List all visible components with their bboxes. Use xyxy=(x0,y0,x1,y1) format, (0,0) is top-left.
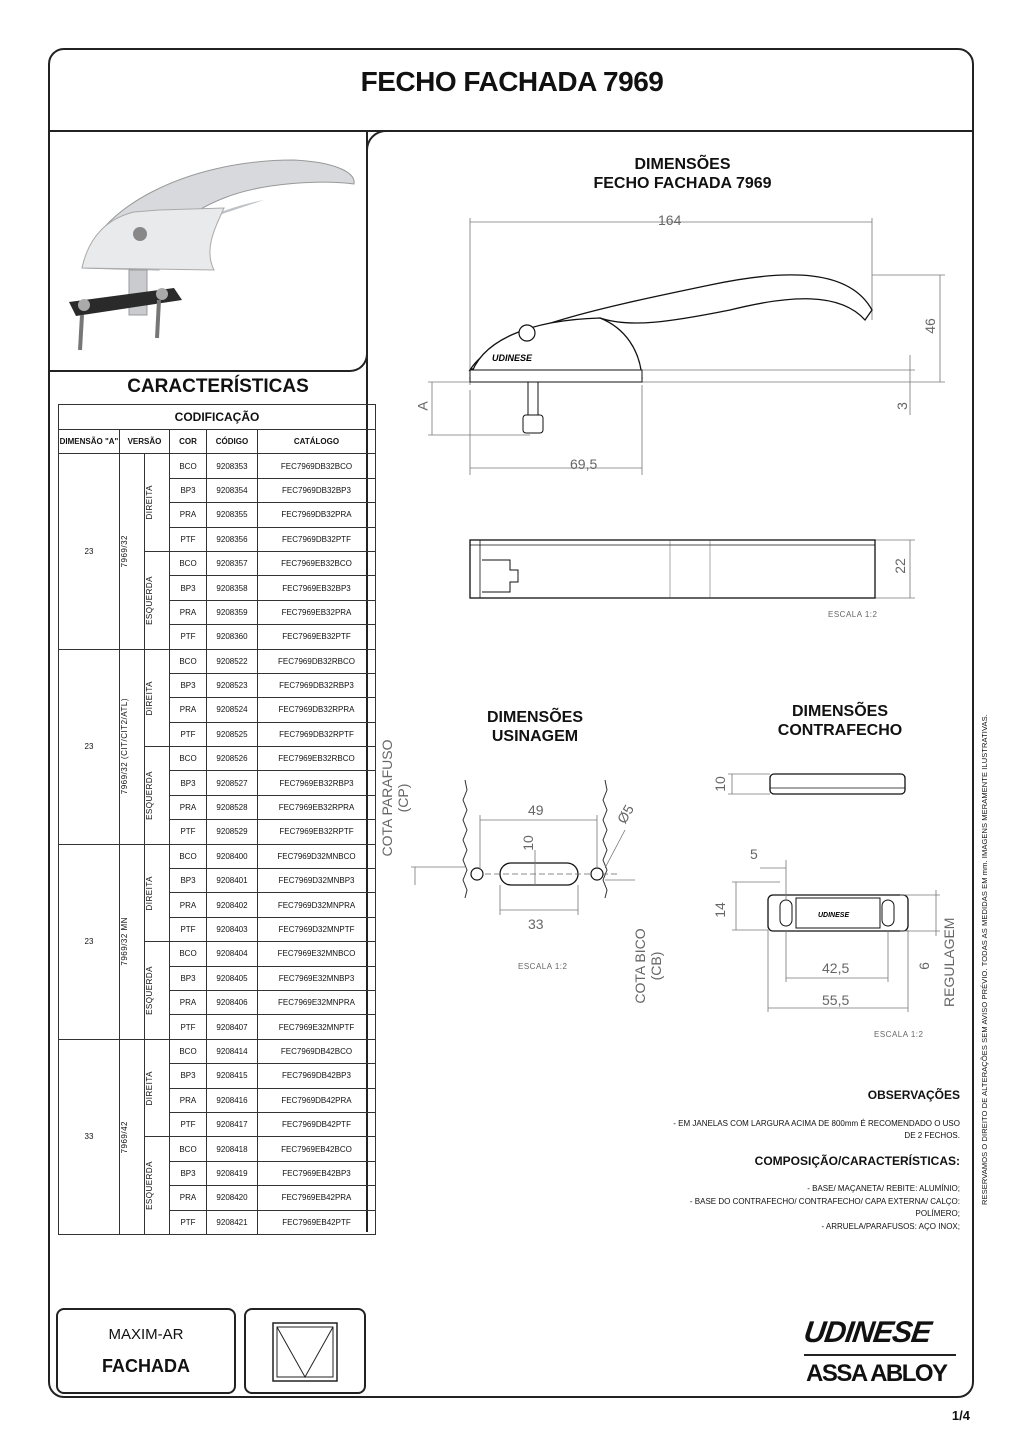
cell-cor: PRA xyxy=(170,795,207,819)
col-cor: COR xyxy=(170,430,207,454)
page-number: 1/4 xyxy=(951,1408,970,1423)
specification-table xyxy=(58,404,376,1235)
cell-cor: PTF xyxy=(170,527,207,551)
cell-cor: PRA xyxy=(170,893,207,917)
cell-catalogo: FEC7969D32MNPRA xyxy=(258,893,376,917)
cell-dimensao: 33 xyxy=(59,1039,120,1234)
dim-69-5: 69,5 xyxy=(570,456,598,472)
assa-abloy-logo: ASSA ABLOY xyxy=(806,1360,947,1387)
cell-catalogo: FEC7969EB32PRA xyxy=(258,600,376,624)
cell-catalogo: FEC7969EB32PTF xyxy=(258,625,376,649)
cell-codigo: 9208419 xyxy=(207,1161,258,1185)
cell-catalogo: FEC7969E32MNPTF xyxy=(258,1015,376,1039)
cell-cor: BP3 xyxy=(170,1161,207,1185)
cell-lado-text: ESQUERDA xyxy=(145,966,154,1015)
cell-cor: PTF xyxy=(170,1015,207,1039)
cell-codigo: 9208357 xyxy=(207,551,258,575)
scale-label-fecho: ESCALA 1:2 xyxy=(828,610,878,619)
cell-cor: BP3 xyxy=(170,673,207,697)
cell-catalogo: FEC7969E32MNBCO xyxy=(258,942,376,966)
cell-catalogo: FEC7969DB32BP3 xyxy=(258,478,376,502)
cell-codigo: 9208404 xyxy=(207,942,258,966)
window-icon xyxy=(272,1322,338,1382)
cell-lado xyxy=(145,649,170,747)
cell-catalogo: FEC7969DB42PTF xyxy=(258,1112,376,1136)
cell-cor: BCO xyxy=(170,454,207,478)
section-title-contrafecho: DIMENSÕES CONTRAFECHO xyxy=(777,703,903,739)
cell-lado-text: DIREITA xyxy=(145,485,154,520)
strike-label-regulagem: REGULAGEM xyxy=(941,917,957,1007)
cell-catalogo: FEC7969EB32BP3 xyxy=(258,576,376,600)
cell-cor: BP3 xyxy=(170,576,207,600)
cell-cor: BCO xyxy=(170,1039,207,1063)
cell-codigo: 9208416 xyxy=(207,1088,258,1112)
cell-lado-text: DIREITA xyxy=(145,1070,154,1106)
cell-codigo: 9208354 xyxy=(207,478,258,502)
cell-catalogo: FEC7969DB42BP3 xyxy=(258,1064,376,1088)
cell-cor: PRA xyxy=(170,503,207,527)
cell-versao-text: 7969/42 xyxy=(120,1120,129,1154)
strike-dim-14: 14 xyxy=(711,902,728,918)
cell-catalogo: FEC7969DB32RBP3 xyxy=(258,673,376,697)
cell-cor: PTF xyxy=(170,1112,207,1136)
strike-dim-55-5: 55,5 xyxy=(822,992,850,1008)
cell-codigo: 9208527 xyxy=(207,771,258,795)
cell-catalogo: FEC7969DB32PTF xyxy=(258,527,376,551)
cell-cor: BCO xyxy=(170,551,207,575)
cell-cor: PRA xyxy=(170,990,207,1014)
cell-catalogo: FEC7969DB32BCO xyxy=(258,454,376,478)
strike-dim-5: 5 xyxy=(750,846,758,862)
dim-46: 46 xyxy=(921,318,938,334)
cell-cor: BCO xyxy=(170,747,207,771)
cell-cor: PRA xyxy=(170,1088,207,1112)
cell-codigo: 9208414 xyxy=(207,1039,258,1063)
cell-codigo: 9208528 xyxy=(207,795,258,819)
cell-cor: BP3 xyxy=(170,478,207,502)
cell-cor: PRA xyxy=(170,600,207,624)
udinese-logo: UDINESE xyxy=(801,1316,933,1349)
dim-a: A xyxy=(414,401,431,411)
cell-catalogo: FEC7969E32MNBP3 xyxy=(258,966,376,990)
cell-versao-text: 7969/32 (CIT/CIT2/ATL) xyxy=(120,698,129,795)
cell-codigo: 9208415 xyxy=(207,1064,258,1088)
composicao-title: COMPOSIÇÃO/CARACTERÍSTICAS: xyxy=(754,1154,960,1168)
cell-lado xyxy=(145,747,170,845)
cell-codigo: 9208401 xyxy=(207,869,258,893)
cell-catalogo: FEC7969D32MNPTF xyxy=(258,917,376,941)
scale-label-usinagem: ESCALA 1:2 xyxy=(518,962,568,971)
cell-catalogo: FEC7969D32MNBCO xyxy=(258,844,376,868)
cell-codigo: 9208522 xyxy=(207,649,258,673)
col-codigo: CÓDIGO xyxy=(207,430,258,454)
cell-cor: BP3 xyxy=(170,869,207,893)
dim-10: 10 xyxy=(519,835,536,851)
cell-versao xyxy=(120,1039,145,1234)
cell-catalogo: FEC7969DB32RBCO xyxy=(258,649,376,673)
cell-lado xyxy=(145,844,170,942)
strike-dim-42-5: 42,5 xyxy=(822,960,850,976)
col-versao: VERSÃO xyxy=(120,430,170,454)
cell-codigo: 9208529 xyxy=(207,820,258,844)
cell-cor: BCO xyxy=(170,844,207,868)
cell-codigo: 9208524 xyxy=(207,698,258,722)
cell-cor: PTF xyxy=(170,820,207,844)
legal-side-note: RESERVAMOS O DIREITO DE ALTERAÇÕES SEM AVISO PRÉVIO. TODAS AS MEDIDAS EM mm. IMAGENS MERAMENTE ILUSTRATIVAS. xyxy=(980,714,989,1205)
cell-codigo: 9208418 xyxy=(207,1137,258,1161)
cell-catalogo: FEC7969EB42PTF xyxy=(258,1210,376,1234)
cell-catalogo: FEC7969DB32RPRA xyxy=(258,698,376,722)
cell-codigo: 9208359 xyxy=(207,600,258,624)
dim-49: 49 xyxy=(528,802,544,818)
cell-codigo: 9208526 xyxy=(207,747,258,771)
cell-catalogo: FEC7969EB42BCO xyxy=(258,1137,376,1161)
cell-lado xyxy=(145,1039,170,1137)
cell-catalogo: FEC7969DB32PRA xyxy=(258,503,376,527)
cell-cor: BCO xyxy=(170,1137,207,1161)
col-dimensao: DIMENSÃO "A" xyxy=(59,430,120,454)
table-header-codificacao: CODIFICAÇÃO xyxy=(59,405,376,430)
strike-brand-mark: UDINESE xyxy=(818,912,850,919)
cell-codigo: 9208355 xyxy=(207,503,258,527)
cell-codigo: 9208420 xyxy=(207,1186,258,1210)
cell-cor: BP3 xyxy=(170,771,207,795)
cell-cor: BP3 xyxy=(170,966,207,990)
cell-cor: BCO xyxy=(170,649,207,673)
cell-catalogo: FEC7969EB32RBP3 xyxy=(258,771,376,795)
cell-lado xyxy=(145,1137,170,1235)
cell-codigo: 9208417 xyxy=(207,1112,258,1136)
cell-codigo: 9208358 xyxy=(207,576,258,600)
handle-drawing xyxy=(410,210,970,630)
cell-cor: PTF xyxy=(170,625,207,649)
cell-lado xyxy=(145,942,170,1040)
cell-lado-text: ESQUERDA xyxy=(145,575,154,625)
cell-catalogo: FEC7969EB32RPRA xyxy=(258,795,376,819)
cell-dimensao: 23 xyxy=(59,649,120,844)
product-type-label: FACHADA xyxy=(102,1356,190,1376)
cell-codigo: 9208403 xyxy=(207,917,258,941)
cell-catalogo: FEC7969DB42BCO xyxy=(258,1039,376,1063)
col-catalogo: CATÁLOGO xyxy=(258,430,376,454)
cell-catalogo: FEC7969EB42BP3 xyxy=(258,1161,376,1185)
composicao-text: - BASE/ MAÇANETA/ REBITE: ALUMÍNIO; - BASE DO CONTRAFECHO/ CONTRAFECHO/ CAPA EXTERNA/ CALÇO: POLÍMERO; - ARRUELA/PARAFUSOS: AÇO INOX; xyxy=(689,1184,960,1231)
product-illustration xyxy=(64,150,364,360)
cell-codigo: 9208360 xyxy=(207,625,258,649)
dim-164: 164 xyxy=(658,212,682,228)
cell-catalogo: FEC7969DB32RPTF xyxy=(258,722,376,746)
cell-catalogo: FEC7969EB32RBCO xyxy=(258,747,376,771)
dim-33: 33 xyxy=(528,916,544,932)
observacoes-text: - EM JANELAS COM LARGURA ACIMA DE 800mm É RECOMENDADO O USO DE 2 FECHOS. xyxy=(673,1119,960,1140)
cell-catalogo: FEC7969EB32RPTF xyxy=(258,820,376,844)
table-row xyxy=(59,844,376,868)
cell-catalogo: FEC7969E32MNPRA xyxy=(258,990,376,1014)
strike-dim-10: 10 xyxy=(711,776,728,792)
cell-versao-text: 7969/32 xyxy=(120,535,129,568)
cell-versao xyxy=(120,649,145,844)
cell-catalogo: FEC7969EB42PRA xyxy=(258,1186,376,1210)
label-cota-parafuso: COTA PARAFUSO (CP) xyxy=(379,739,411,857)
logo-divider xyxy=(804,1354,956,1356)
cell-lado-text: ESQUERDA xyxy=(145,1161,154,1211)
product-line-box xyxy=(56,1308,236,1394)
cell-cor: BCO xyxy=(170,942,207,966)
table-row xyxy=(59,454,376,478)
cell-versao-text: 7969/32 MN xyxy=(120,917,129,966)
cell-codigo: 9208356 xyxy=(207,527,258,551)
cell-versao xyxy=(120,454,145,649)
cell-cor: BP3 xyxy=(170,1064,207,1088)
cell-catalogo: FEC7969EB32BCO xyxy=(258,551,376,575)
label-cota-bico: COTA BICO (CB) xyxy=(632,928,664,1004)
dim-diameter-5: Ø5 xyxy=(613,801,637,827)
cell-cor: PTF xyxy=(170,917,207,941)
caracteristicas-title: CARACTERÍSTICAS xyxy=(127,376,309,397)
strike-drawing xyxy=(700,760,960,1020)
cell-dimensao: 23 xyxy=(59,454,120,649)
cell-codigo: 9208523 xyxy=(207,673,258,697)
cell-codigo: 9208353 xyxy=(207,454,258,478)
cell-cor: PRA xyxy=(170,698,207,722)
dim-3: 3 xyxy=(893,402,910,410)
section-title-usinagem: DIMENSÕES USINAGEM xyxy=(486,709,583,745)
cell-lado xyxy=(145,454,170,552)
brand-mark: UDINESE xyxy=(492,353,533,363)
cell-lado xyxy=(145,551,170,649)
table-row xyxy=(59,1039,376,1063)
cell-codigo: 9208406 xyxy=(207,990,258,1014)
product-line-label: MAXIM-AR xyxy=(108,1326,184,1343)
strike-dim-6: 6 xyxy=(915,962,932,970)
dim-22: 22 xyxy=(891,558,908,574)
table-row xyxy=(59,649,376,673)
cell-codigo: 9208402 xyxy=(207,893,258,917)
scale-label-contrafecho: ESCALA 1:2 xyxy=(874,1030,924,1039)
cell-codigo: 9208400 xyxy=(207,844,258,868)
window-type-box xyxy=(244,1308,366,1394)
cell-versao xyxy=(120,844,145,1039)
cell-cor: PTF xyxy=(170,722,207,746)
cell-codigo: 9208421 xyxy=(207,1210,258,1234)
observacoes-title: OBSERVAÇÕES xyxy=(867,1088,960,1102)
cell-lado-text: DIREITA xyxy=(145,875,154,911)
cell-catalogo: FEC7969DB42PRA xyxy=(258,1088,376,1112)
cell-codigo: 9208405 xyxy=(207,966,258,990)
cell-lado-text: DIREITA xyxy=(145,680,154,716)
section-title-dimensoes-fecho: DIMENSÕES FECHO FACHADA 7969 xyxy=(593,156,772,192)
cell-dimensao: 23 xyxy=(59,844,120,1039)
cell-codigo: 9208525 xyxy=(207,722,258,746)
cell-codigo: 9208407 xyxy=(207,1015,258,1039)
cell-cor: PTF xyxy=(170,1210,207,1234)
cell-cor: PRA xyxy=(170,1186,207,1210)
cell-lado-text: ESQUERDA xyxy=(145,770,154,820)
page-title: FECHO FACHADA 7969 xyxy=(360,66,664,97)
cell-catalogo: FEC7969D32MNBP3 xyxy=(258,869,376,893)
